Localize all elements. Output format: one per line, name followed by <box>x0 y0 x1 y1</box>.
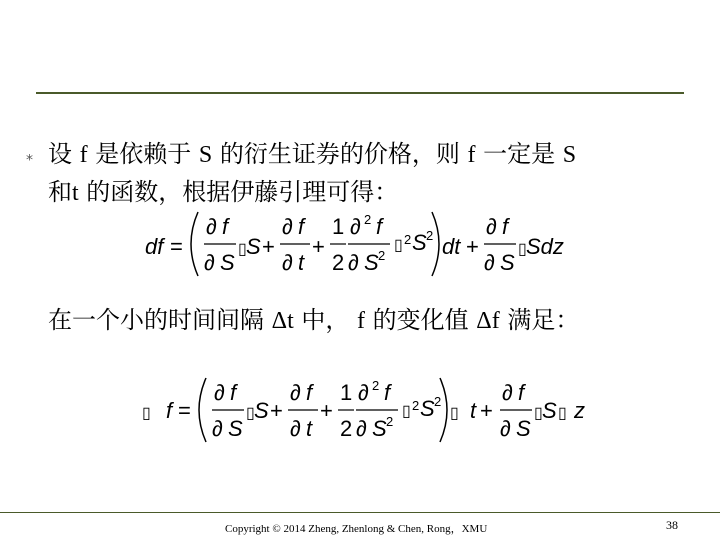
right-paren <box>432 212 439 276</box>
eq-plus: + <box>262 234 275 259</box>
eq-S: S <box>420 396 435 421</box>
eq-plus: + <box>270 398 283 423</box>
footer-copyright: Copyright © 2014 Zheng, Zhenlong & Chen, Rong，XMU <box>225 523 488 535</box>
eq-one: 1 <box>332 214 345 239</box>
paragraph-discrete <box>48 302 579 339</box>
equation-ito-lemma <box>140 204 570 284</box>
eq-t: t <box>306 416 313 441</box>
text-seg: 满足： <box>499 306 580 334</box>
text-seg: 的衍生证券的价格，则 <box>212 140 468 168</box>
partial-symbol: ∂ <box>290 416 301 441</box>
partial-symbol: ∂ <box>214 380 225 405</box>
eq-plus: + <box>312 234 325 259</box>
left-paren <box>199 378 206 442</box>
eq-f: f <box>376 214 383 239</box>
eq-f: f <box>384 380 391 405</box>
var-t: t <box>72 180 79 206</box>
eq-S: S <box>542 398 557 423</box>
sigma-glyph: ▯ <box>238 241 247 258</box>
eq-sq: 2 <box>386 414 394 429</box>
eq-sq: 2 <box>378 248 386 263</box>
text-seg: 一定是 <box>475 140 563 168</box>
eq-f: f <box>298 214 305 239</box>
eq-one: 1 <box>340 380 353 405</box>
partial-symbol: ∂ <box>204 250 215 275</box>
sigma-glyph: ▯ <box>246 405 255 422</box>
eq-z: z <box>574 398 585 423</box>
sigma-glyph: ▯ <box>518 241 527 258</box>
eq-lhs: f <box>166 398 173 423</box>
eq-S: S <box>372 416 387 441</box>
var-S: S <box>198 142 213 168</box>
text-seg: 中， <box>293 306 358 334</box>
eq-equals: = <box>178 398 191 423</box>
eq-lhs: df <box>145 234 164 259</box>
eq-f: f <box>230 380 237 405</box>
left-paren <box>191 212 198 276</box>
partial-symbol: ∂ <box>290 380 301 405</box>
eq-t: t <box>470 398 477 423</box>
partial-symbol: ∂ <box>348 250 359 275</box>
eq-S: S <box>364 250 379 275</box>
right-paren <box>440 378 447 442</box>
partial-symbol: ∂ <box>206 214 217 239</box>
eq-S: S <box>246 234 261 259</box>
partial-symbol: ∂ <box>358 380 369 405</box>
eq-equals: = <box>170 234 183 259</box>
paragraph-intro <box>48 136 708 212</box>
var-delta-f: Δf <box>476 308 500 334</box>
var-delta-t: Δt <box>271 308 294 334</box>
var-f: f <box>79 142 88 168</box>
text-seg: 设 <box>48 140 80 168</box>
eq-sq: 2 <box>404 232 412 247</box>
delta-glyph: ▯ <box>142 405 151 422</box>
eq-S: S <box>228 416 243 441</box>
eq-S: S <box>254 398 269 423</box>
eq-S: S <box>220 250 235 275</box>
var-f: f <box>467 142 476 168</box>
var-S: S <box>562 142 577 168</box>
eq-two: 2 <box>340 416 353 441</box>
equation-discrete <box>140 372 600 452</box>
eq-sq: 2 <box>412 398 420 413</box>
partial-symbol: ∂ <box>282 250 293 275</box>
top-divider <box>36 92 684 94</box>
eq-dt: dt <box>442 234 461 259</box>
delta-glyph: ▯ <box>450 405 459 422</box>
eq-sq: 2 <box>434 394 442 409</box>
eq-sq: 2 <box>426 228 434 243</box>
eq-plus: + <box>320 398 333 423</box>
text-seg: 的函数，根据伊藤引理可得： <box>78 178 399 206</box>
eq-plus: + <box>466 234 479 259</box>
eq-Sdz: Sdz <box>526 234 564 259</box>
delta-glyph: ▯ <box>558 405 567 422</box>
var-f: f <box>357 308 366 334</box>
partial-symbol: ∂ <box>212 416 223 441</box>
text-seg: 和 <box>48 178 72 206</box>
sigma-glyph: ▯ <box>402 403 411 420</box>
eq-f: f <box>222 214 229 239</box>
text-seg: 是依赖于 <box>87 140 199 168</box>
partial-symbol: ∂ <box>356 416 367 441</box>
bottom-divider <box>0 512 720 513</box>
eq-S: S <box>412 230 427 255</box>
eq-plus: + <box>480 398 493 423</box>
sigma-glyph: ▯ <box>534 405 543 422</box>
eq-f: f <box>306 380 313 405</box>
sigma-glyph: ▯ <box>394 237 403 254</box>
eq-S: S <box>500 250 515 275</box>
eq-f: f <box>518 380 525 405</box>
eq-sq: 2 <box>364 212 372 227</box>
partial-symbol: ∂ <box>500 416 511 441</box>
partial-symbol: ∂ <box>484 250 495 275</box>
partial-symbol: ∂ <box>282 214 293 239</box>
partial-symbol: ∂ <box>486 214 497 239</box>
eq-f: f <box>502 214 509 239</box>
eq-S: S <box>516 416 531 441</box>
text-seg: 的变化值 <box>365 306 477 334</box>
eq-t: t <box>298 250 305 275</box>
partial-symbol: ∂ <box>502 380 513 405</box>
bullet-icon: ⁎ <box>26 148 33 164</box>
eq-two: 2 <box>332 250 345 275</box>
text-seg: 在一个小的时间间隔 <box>48 306 272 334</box>
partial-symbol: ∂ <box>350 214 361 239</box>
eq-sq: 2 <box>372 378 380 393</box>
page-number: 38 <box>666 518 678 532</box>
